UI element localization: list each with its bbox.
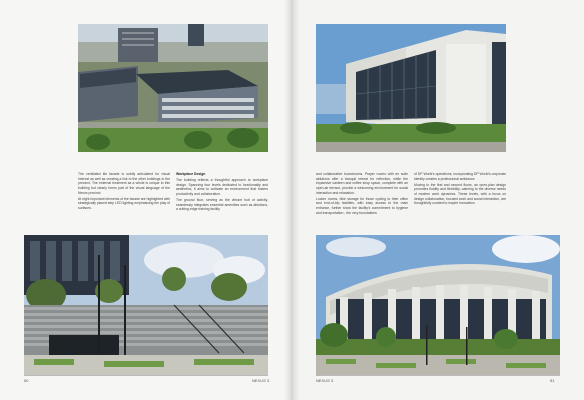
right-col1-paragraph-2: Locker rooms, bike storage for those cycling to their office and end-of-trip facilities, with easy access to the main entrance, further show the facility's commitment to hygiene and transportation - the very foundations	[316, 196, 408, 215]
left-footer-rule	[24, 375, 268, 376]
left-running-footer: NEXUS 3	[252, 378, 270, 383]
left-col2-paragraph-1: The building reflects a thoughtful approach to workplace design. Spanning four levels dedicated to functionality and aesthetics, it aims to cultivate an environment that fosters productivity and collaboration.	[176, 177, 268, 196]
aerial-photo	[78, 24, 268, 152]
left-page-number: 50	[24, 378, 29, 383]
left-col1-paragraph-2: At night important elements of the facade are highlighted with strategically placed step LED lighting emphasising the play of surfaces.	[78, 196, 170, 211]
right-col1-paragraph-1: and collaborative boardrooms. Prayer rooms with en suite ablutions offer a tranquil retreat for reflection, while the expansive canteen and coffee shop space, complete with an open-air terrace, provide a welcoming environment for social interaction and relaxation.	[316, 172, 408, 195]
right-page-number: 51	[550, 378, 555, 383]
right-footer-rule	[316, 375, 560, 376]
left-col1-paragraph-1: The ventilated tile facade is subtly articulated for visual interest as well as creating a link to the other buildings in the precinct. The external treatment as a whole is unique to this building but clearly forms part of the visual language of the Nexus precinct.	[78, 172, 170, 195]
book-gutter-shadow	[284, 0, 300, 400]
left-col2-paragraph-2: The ground floor, serving as the vibrant hub of activity, seamlessly integrates essential amenities such as ablutions, a cutting-edge training facility	[176, 197, 268, 212]
right-page	[292, 0, 584, 400]
building-exterior-photo	[316, 24, 506, 152]
left-text-column-1	[78, 172, 170, 212]
right-text-column-2	[414, 172, 506, 207]
right-col2-paragraph-1: of DP World's operations, incorporating DP World's corporate identity creates a professional ambiance.	[414, 172, 506, 181]
right-running-footer: NEXUS 3	[316, 378, 334, 383]
entrance-stairs-photo	[24, 235, 268, 375]
right-col2-paragraph-2: Moving to the first and second floors, an open-plan design promotes fluidity and flexibility, catering to the diverse needs of modern work dynamics. These levels, with a focus on design collaboration, focused work and social interaction, are thoughtfully curated to inspire innovation	[414, 182, 506, 206]
workplace-design-heading: Workplace Design	[176, 172, 206, 176]
courtyard-building-photo	[316, 235, 560, 375]
left-text-column-2	[176, 172, 268, 213]
right-text-column-1	[316, 172, 408, 217]
